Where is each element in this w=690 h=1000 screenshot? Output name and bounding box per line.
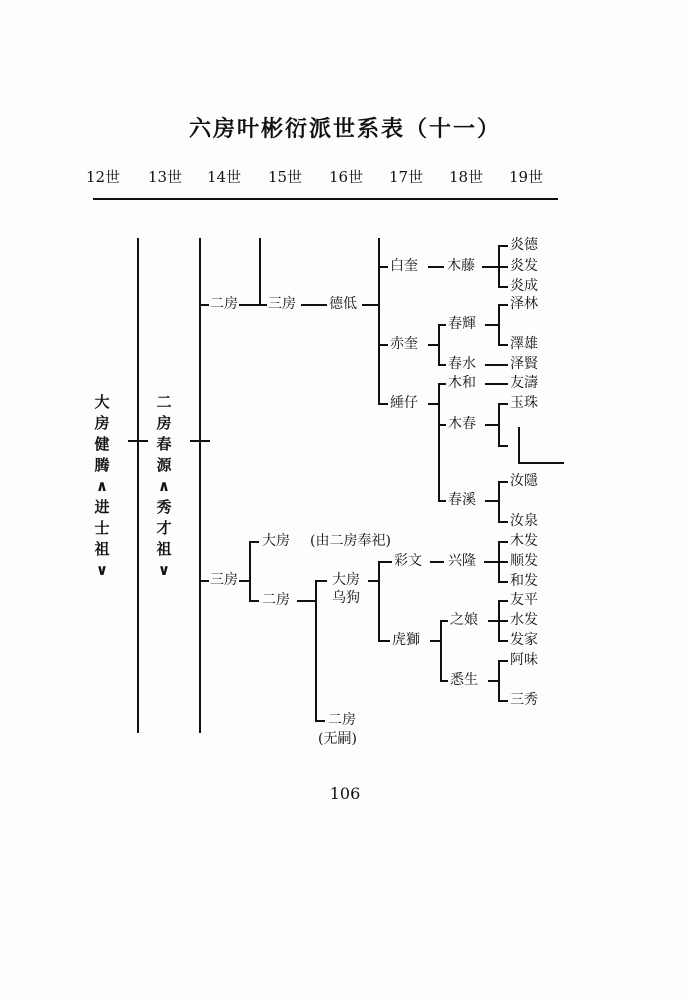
name-zexiong: 澤雄 <box>510 336 538 352</box>
name-shuifa: 水发 <box>510 612 538 628</box>
name-yuzhu: 玉珠 <box>510 395 538 411</box>
name-muhe: 木和 <box>448 375 476 391</box>
name-wugou: 乌狗 <box>332 590 360 606</box>
name-youtao: 友濤 <box>510 375 538 391</box>
name-zhuizai: 綞仔 <box>390 395 418 411</box>
name-ruquan: 汝泉 <box>510 513 538 529</box>
name-dafang-16: 大房 <box>332 572 360 588</box>
name-muchun: 木春 <box>448 416 476 432</box>
gen13-founder: 二房春源∧秀才祖∨ <box>156 393 172 579</box>
name-erfang-14: 二房 <box>210 296 238 312</box>
name-husi: 虎獅 <box>392 632 420 648</box>
name-amei: 阿味 <box>510 652 538 668</box>
name-caiwen: 彩文 <box>394 553 422 569</box>
gen-14: 14世 <box>207 168 242 186</box>
name-chunshui: 春水 <box>448 356 476 372</box>
name-xisheng: 悉生 <box>450 672 478 688</box>
name-ruyin: 汝隱 <box>510 473 538 489</box>
name-fajia: 发家 <box>510 632 538 648</box>
name-yancheng: 炎成 <box>510 278 538 294</box>
gen-16: 16世 <box>329 168 364 186</box>
name-dafang-15: 大房 <box>262 533 290 549</box>
gen-18: 18世 <box>449 168 484 186</box>
name-sanfang-14: 三房 <box>210 572 238 588</box>
name-muteng: 木藤 <box>447 258 475 274</box>
name-zhiniang: 之娘 <box>450 612 478 628</box>
page-title: 六房叶彬衍派世系表（十一） <box>188 117 501 142</box>
name-sanfang-15: 三房 <box>268 296 296 312</box>
note-dafang: (由二房奉祀) <box>310 533 391 549</box>
gen-17: 17世 <box>389 168 424 186</box>
name-yanfa: 炎发 <box>510 258 538 274</box>
name-dedi: 德低 <box>329 296 357 312</box>
name-chikui: 赤奎 <box>390 336 418 352</box>
header-rule <box>93 198 558 200</box>
name-shunfa: 顺发 <box>510 553 538 569</box>
gen-19: 19世 <box>509 168 544 186</box>
name-hefa: 和发 <box>510 573 538 589</box>
gen-12: 12世 <box>86 168 121 186</box>
note-wusi: (无嗣) <box>318 731 357 747</box>
name-youping: 友平 <box>510 592 538 608</box>
gen12-founder: 大房健腾∧进士祖∨ <box>94 393 110 579</box>
name-chunhui: 春輝 <box>448 316 476 332</box>
name-sanxiu: 三秀 <box>510 692 538 708</box>
name-mufa: 木发 <box>510 533 538 549</box>
name-zeyu: 泽賢 <box>510 356 538 372</box>
page-number: 106 <box>329 784 361 803</box>
name-baikui: 白奎 <box>390 258 418 274</box>
name-yande: 炎德 <box>510 237 538 253</box>
name-xinglong: 兴隆 <box>448 553 476 569</box>
name-chunxi: 春溪 <box>448 492 476 508</box>
name-erfang-16: 二房 <box>328 712 356 728</box>
gen-15: 15世 <box>268 168 303 186</box>
name-zelin: 泽林 <box>510 296 538 312</box>
gen-13: 13世 <box>148 168 183 186</box>
name-erfang-15: 二房 <box>262 592 290 608</box>
